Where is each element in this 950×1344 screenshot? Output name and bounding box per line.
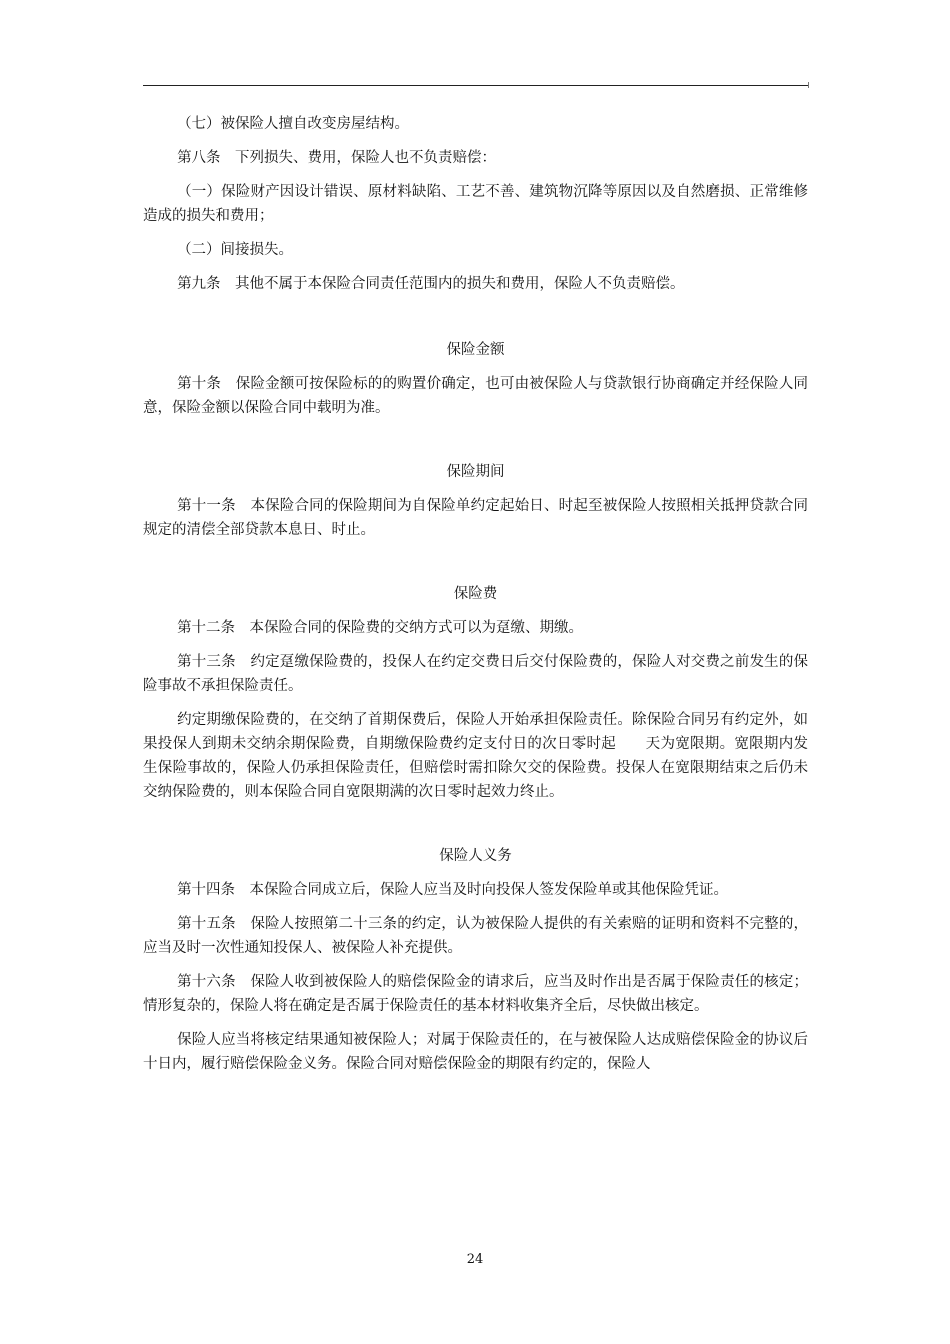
article-8: 第八条 下列损失、费用，保险人也不负责赔偿： — [177, 150, 497, 166]
paragraph: 约定期缴保险费的，在交纳了首期保费后，保险人开始承担保险责任。除保险合同另有约定外，如果投保人到期未交纳余期保险费，自期缴保险费约定支付日的次日零时起 天为宽限期。宽限期内发生保险事故的，保险人仍承担保险责任，但赔偿时需扣除欠交的保险费。投保人在宽限期结束之后仍未交纳保险费的，则本保险合同自宽限期满的次日零时起效力终止。 — [143, 712, 808, 800]
section-heading-premium: 保险费 — [453, 586, 498, 602]
article-10: 第十条 保险金额可按保险标的的购置价确定，也可由被保险人与贷款银行协商确定并经保险人同意，保险金额以保险合同中载明为准。 — [143, 376, 808, 416]
article-14: 第十四条 本保险合同成立后，保险人应当及时向投保人签发保险单或其他保险凭证。 — [177, 882, 729, 898]
page-number: 24 — [466, 1252, 484, 1267]
article-15: 第十五条 保险人按照第二十三条的约定，认为被保险人提供的有关索赔的证明和资料不完整的，应当及时一次性通知投保人、被保险人补充提供。 — [143, 916, 808, 956]
article-16: 第十六条 保险人收到被保险人的赔偿保险金的请求后，应当及时作出是否属于保险责任的核定；情形复杂的，保险人将在确定是否属于保险责任的基本材料收集齐全后，尽快做出核定。 — [143, 974, 808, 1014]
paragraph: 保险人应当将核定结果通知被保险人；对属于保险责任的，在与被保险人达成赔偿保险金的协议后十日内，履行赔偿保险金义务。保险合同对赔偿保险金的期限有约定的，保险人 — [143, 1032, 808, 1072]
article-13: 第十三条 约定趸缴保险费的，投保人在约定交费日后交付保险费的，保险人对交费之前发生的保险事故不承担保险责任。 — [143, 654, 808, 694]
article-11: 第十一条 本保险合同的保险期间为自保险单约定起始日、时起至被保险人按照相关抵押贷款合同规定的清偿全部贷款本息日、时止。 — [143, 498, 808, 538]
paragraph: （二）间接损失。 — [177, 242, 294, 258]
header-rule — [143, 85, 808, 86]
article-9: 第九条 其他不属于本保险合同责任范围内的损失和费用，保险人不负责赔偿。 — [177, 276, 685, 292]
section-heading-sum-insured: 保险金额 — [446, 342, 505, 358]
section-heading-insurer-obligations: 保险人义务 — [439, 848, 512, 864]
section-heading-period: 保险期间 — [446, 464, 505, 480]
paragraph: （一）保险财产因设计错误、原材料缺陷、工艺不善、建筑物沉降等原因以及自然磨损、正常维修造成的损失和费用； — [143, 184, 808, 224]
document-body — [143, 112, 808, 1086]
article-12: 第十二条 本保险合同的保险费的交纳方式可以为趸缴、期缴。 — [177, 620, 584, 636]
header-rule-tick — [808, 82, 809, 88]
paragraph: （七）被保险人擅自改变房屋结构。 — [177, 116, 410, 132]
